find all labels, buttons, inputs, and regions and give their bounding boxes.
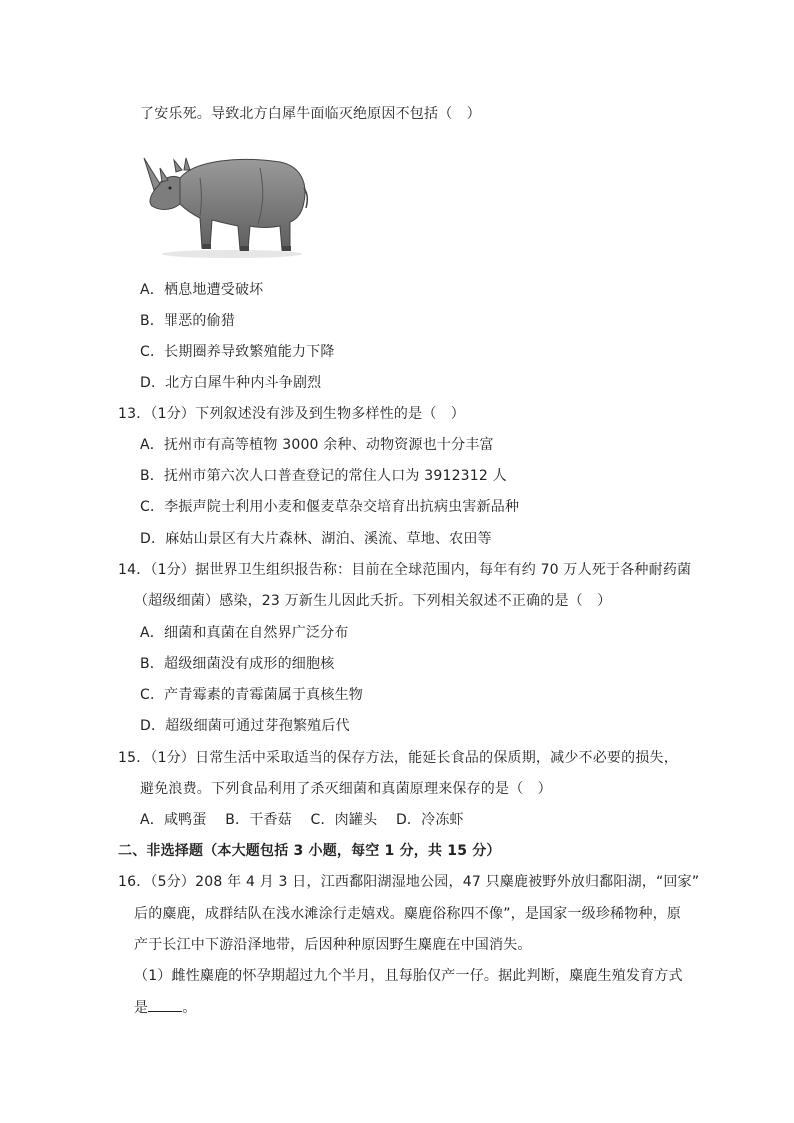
q15-options-row bbox=[140, 810, 478, 830]
q13-option-a: A．抚州市有高等植物 3000 余种、动物资源也十分丰富 bbox=[140, 437, 494, 453]
q15-stem-line1: 15．（1分）日常生活中采取适当的保存方法，能延长食品的保质期，减少不必要的损失， bbox=[118, 750, 678, 766]
q14-stem-line1: 14．（1分）据世界卫生组织报告称：目前在全球范围内，每年有约 70 万人死于各种耐药菌 bbox=[118, 562, 692, 578]
q13-option-b: B．抚州市第六次人口普查登记的常住人口为 3912312 人 bbox=[140, 468, 507, 484]
q13-option-c: C．李振声院士利用小麦和偃麦草杂交培育出抗病虫害新品种 bbox=[140, 499, 520, 515]
q16-sub1-answer-line bbox=[134, 997, 196, 1018]
q15-option-a: A．咸鸭蛋 bbox=[140, 812, 207, 828]
q14-option-c: C．产青霉素的青霉菌属于真核生物 bbox=[140, 687, 363, 703]
q16-sub1-prefix: 是 bbox=[134, 1000, 149, 1016]
q16-sub1-line1: （1）雌性麋鹿的怀孕期超过九个半月，且每胎仅产一仔。据此判断，麋鹿生殖发育方式 bbox=[134, 968, 683, 984]
q16-stem-line3: 产于长江中下游沿泽地带，后因种种原因野生麋鹿在中国消失。 bbox=[134, 937, 532, 953]
q12-stem-tail: 了安乐死。导致北方白犀牛面临灭绝原因不包括（ ） bbox=[140, 106, 481, 122]
q16-stem-line1: 16．（5分）208 年 4 月 3 日，江西鄱阳湖湿地公园，47 只麋鹿被野外放归鄱阳湖，“回家” bbox=[118, 874, 700, 890]
q15-option-b: B．干香菇 bbox=[225, 812, 292, 828]
q16-stem-line2: 后的麋鹿，成群结队在浅水滩涂行走嬉戏。麋鹿俗称四不像”，是国家一级珍稀物种，原 bbox=[134, 906, 682, 922]
section-title: 二、非选择题（本大题包括 3 小题，每空 1 分，共 15 分） bbox=[118, 843, 501, 859]
q14-option-d: D．超级细菌可通过芽孢繁殖后代 bbox=[140, 718, 350, 734]
q15-stem-line2: 避免浪费。下列食品利用了杀灭细菌和真菌原理来保存的是（ ） bbox=[140, 781, 552, 797]
q12-option-b: B．罪恶的偷猎 bbox=[140, 313, 236, 329]
q12-option-a: A．栖息地遭受破坏 bbox=[140, 282, 264, 298]
q15-option-c: C．肉罐头 bbox=[310, 812, 378, 828]
rhino-illustration bbox=[140, 138, 310, 260]
q12-option-d: D．北方白犀牛种内斗争剧烈 bbox=[140, 375, 322, 391]
q13-option-d: D．麻姑山景区有大片森林、湖泊、溪流、草地、农田等 bbox=[140, 531, 492, 547]
q13-stem: 13．（1分）下列叙述没有涉及到生物多样性的是（ ） bbox=[118, 406, 465, 422]
q12-option-c: C．长期圈养导致繁殖能力下降 bbox=[140, 344, 335, 360]
q14-option-b: B．超级细菌没有成形的细胞核 bbox=[140, 656, 335, 672]
q14-option-a: A．细菌和真菌在自然界广泛分布 bbox=[140, 625, 349, 641]
q15-option-d: D．冷冻虾 bbox=[395, 812, 464, 828]
answer-blank[interactable] bbox=[148, 997, 182, 1012]
q16-sub1-suffix: 。 bbox=[182, 1000, 197, 1016]
q14-stem-line2: （超级细菌）感染，23 万新生儿因此夭折。下列相关叙述不正确的是（ ） bbox=[134, 593, 612, 609]
